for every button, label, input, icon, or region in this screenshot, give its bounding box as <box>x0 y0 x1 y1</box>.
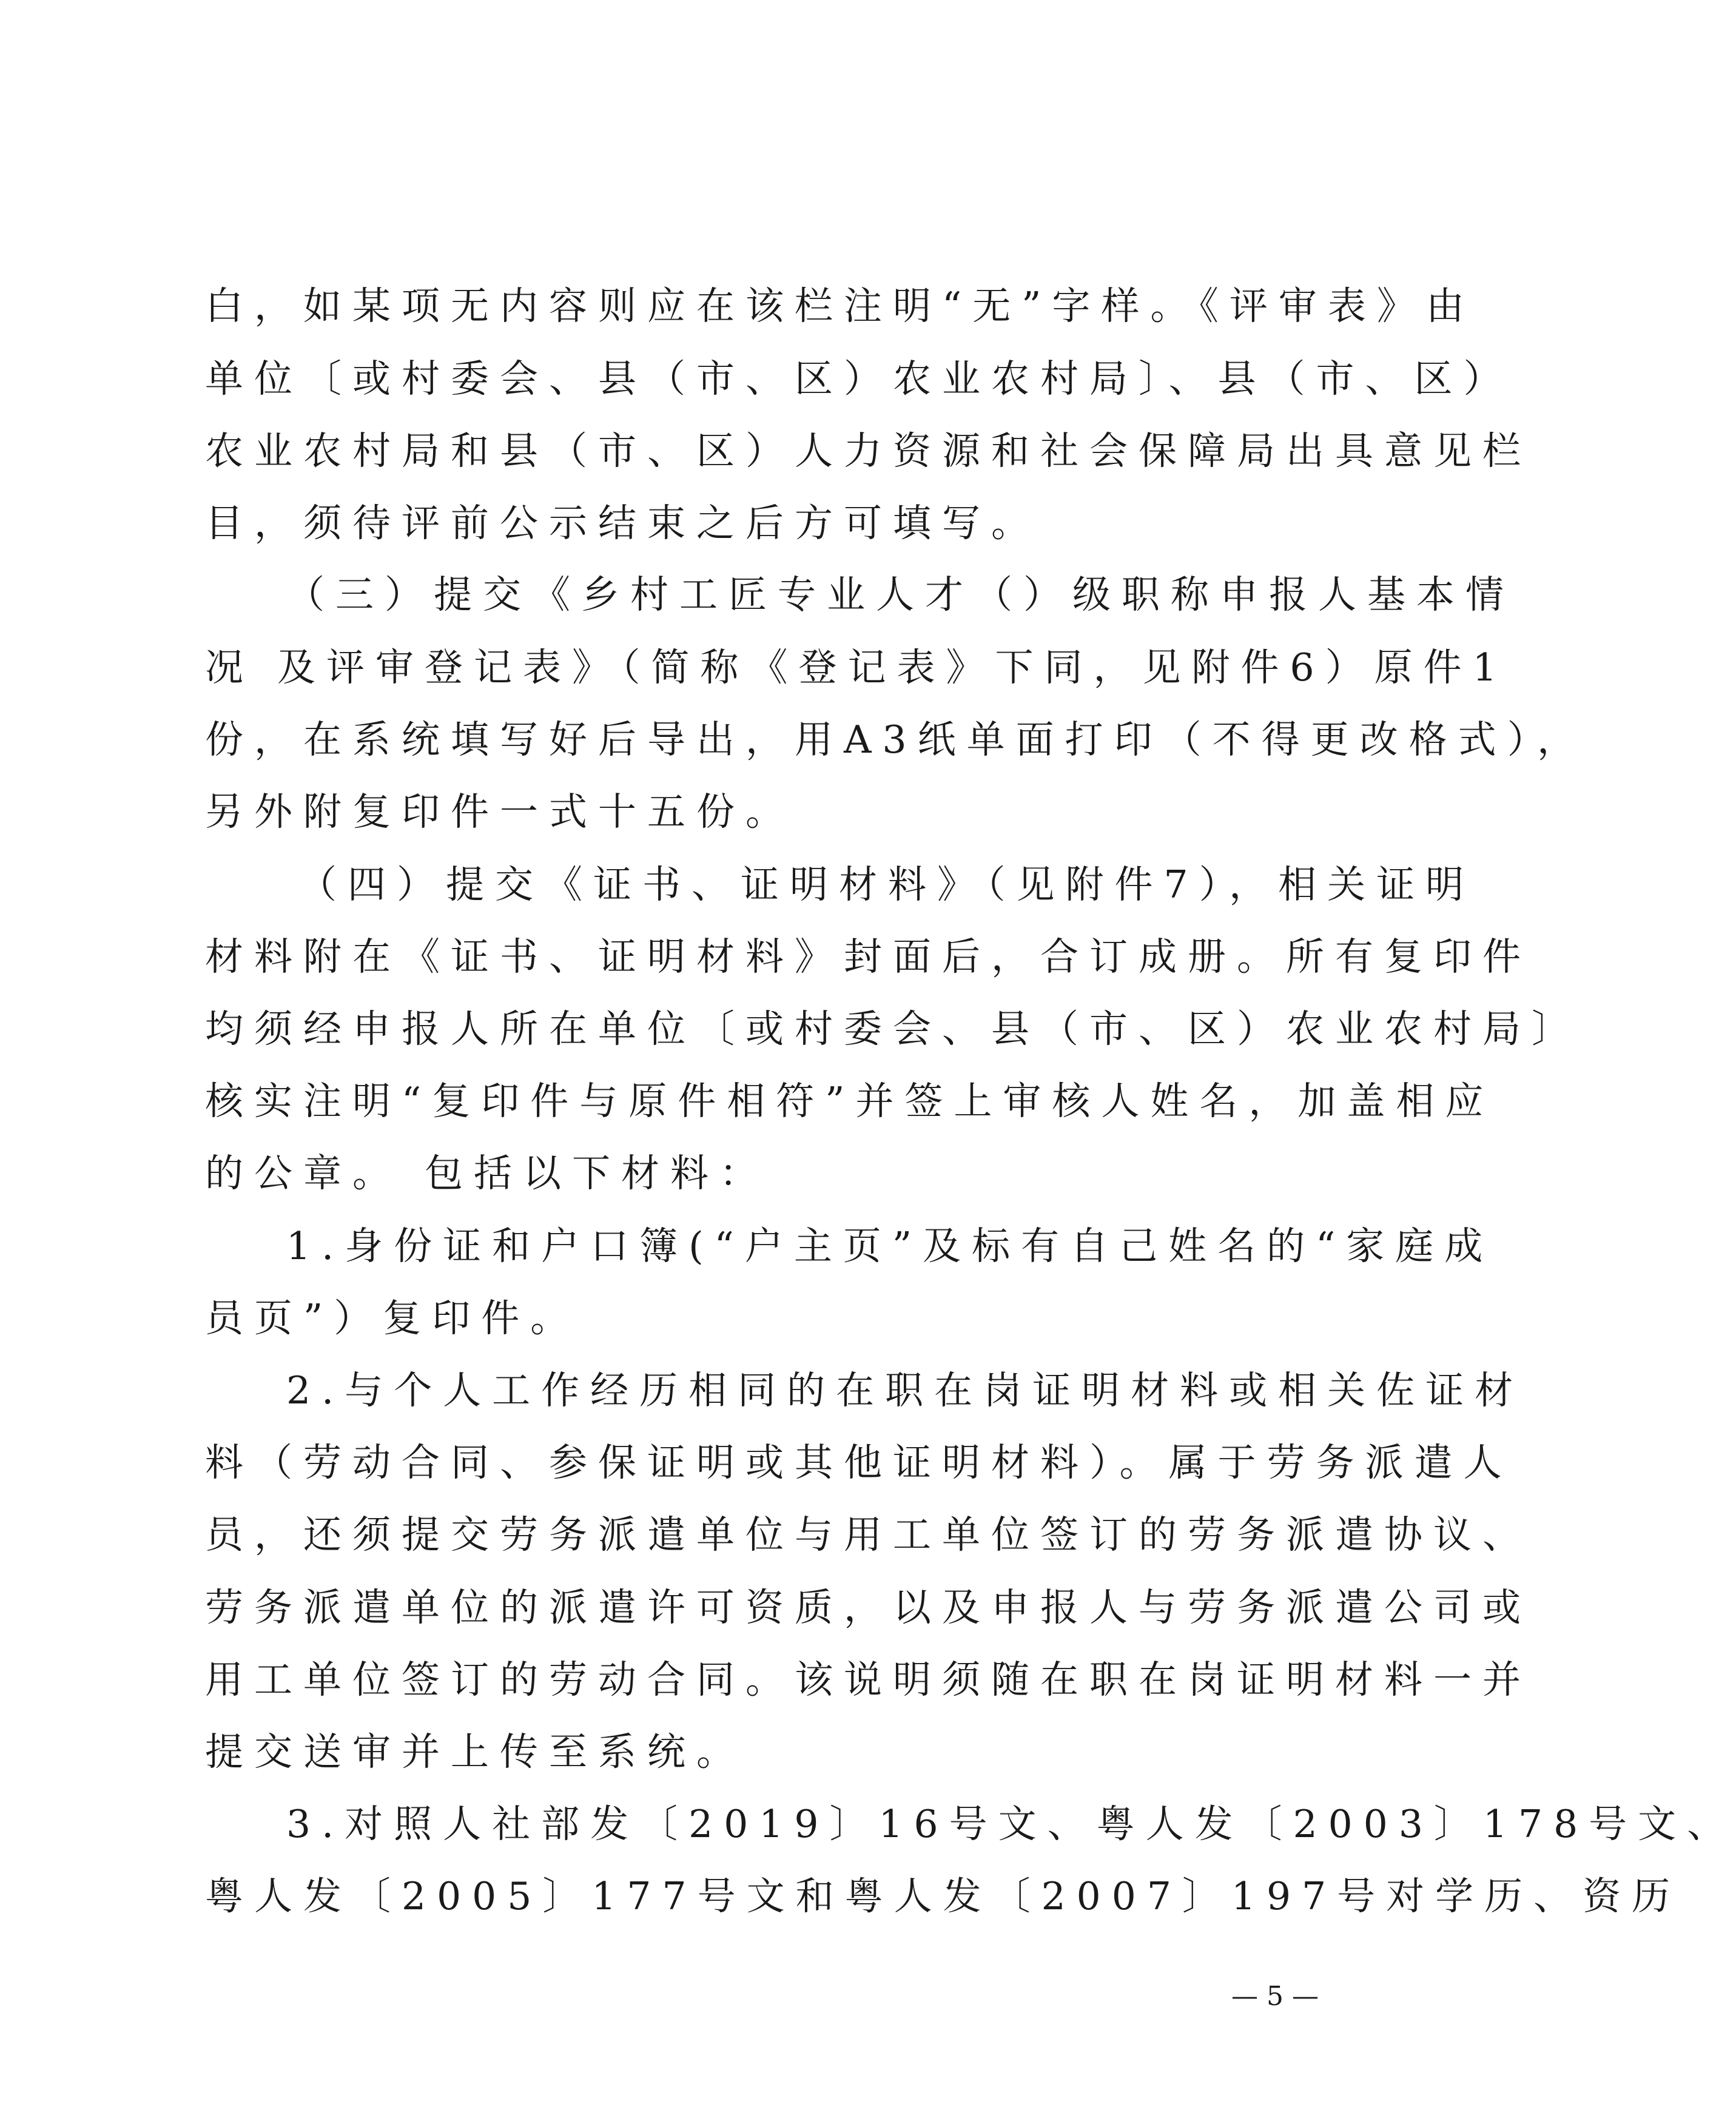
text-line-14: 1.身份证和户口簿(“户主页”及标有自己姓名的“家庭成 <box>286 1224 1494 1268</box>
text-line-4: 目，须待评前公示结束之后方可填写。 <box>205 501 1040 545</box>
text-line-9: （四）提交《证书、证明材料》（见附件7），相关证明 <box>298 862 1475 907</box>
text-line-15: 员页”）复印件。 <box>205 1296 580 1340</box>
text-line-5: （三）提交《乡村工匠专业人才（）级职称申报人基本情 <box>286 573 1515 617</box>
text-line-8: 另外附复印件一式十五份。 <box>205 790 795 834</box>
text-line-16: 2.与个人工作经历相同的在职在岗证明材料或相关佐证材 <box>286 1368 1524 1413</box>
text-line-19: 劳务派遣单位的派遣许可资质，以及申报人与劳务派遣公司或 <box>205 1585 1532 1630</box>
text-line-17: 料（劳动合同、参保证明或其他证明材料）。属于劳务派遣人 <box>205 1440 1513 1485</box>
text-line-18: 员，还须提交劳务派遣单位与用工单位签订的劳务派遣协议、 <box>205 1513 1532 1557</box>
text-line-22: 3.对照人社部发〔2019〕16号文、粤人发〔2003〕178号文、 <box>286 1802 1736 1846</box>
text-line-2: 单位〔或村委会、县（市、区）农业农村局〕、县（市、区） <box>205 357 1513 401</box>
text-line-21: 提交送审并上传至系统。 <box>205 1730 745 1774</box>
text-line-13: 的公章。 包括以下材料： <box>205 1151 769 1195</box>
text-line-1: 白，如某项无内容则应在该栏注明“无”字样。《评审表》由 <box>205 284 1475 328</box>
text-line-20: 用工单位签订的劳动合同。该说明须随在职在岗证明材料一并 <box>205 1658 1532 1702</box>
text-line-11: 均须经申报人所在单位〔或村委会、县（市、区）农业农村局〕 <box>205 1007 1581 1051</box>
text-line-3: 农业农村局和县（市、区）人力资源和社会保障局出具意见栏 <box>205 429 1532 473</box>
text-line-23: 粤人发〔2005〕177号文和粤人发〔2007〕197号对学历、资历 <box>205 1874 1681 1918</box>
text-line-6: 况 及评审登记表》（简称《登记表》下同，见附件6）原件1 <box>205 645 1508 690</box>
text-line-10: 材料附在《证书、证明材料》封面后，合订成册。所有复印件 <box>205 935 1532 979</box>
text-line-12: 核实注明“复印件与原件相符”并签上审核人姓名，加盖相应 <box>205 1079 1495 1123</box>
text-line-7: 份，在系统填写好后导出，用A3纸单面打印（不得更改格式）， <box>205 717 1587 762</box>
page-number: — 5 — <box>1231 1981 1319 2012</box>
